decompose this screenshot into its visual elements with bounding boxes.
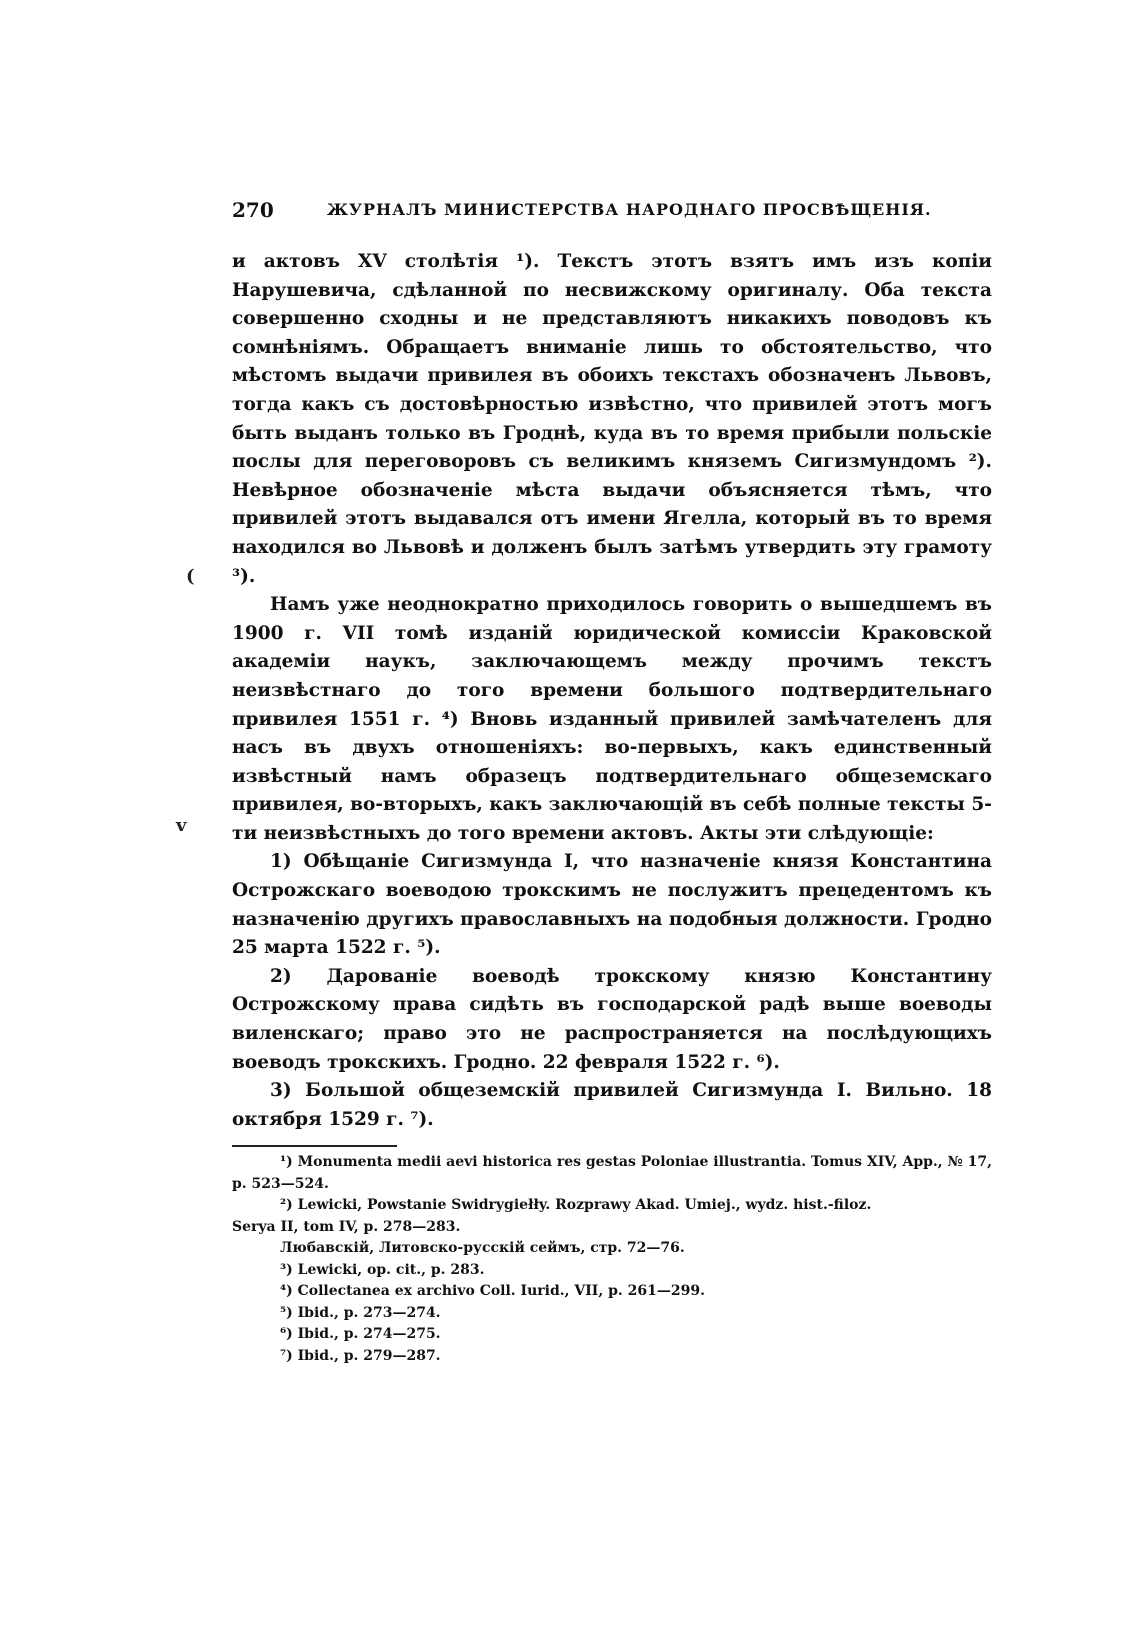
paragraph-4: 2) Дарованіе воеводѣ трокскому князю Константину Острожскому права сидѣть въ господарской радѣ выше воеводы виленскаго; право это не распространяется на послѣдующихъ воеводъ трокскихъ. Гродно. 22 февраля 1522 г. ⁶). [232, 965, 992, 1073]
footnote-3: ³) Lewicki, op. cit., p. 283. [280, 1261, 485, 1278]
margin-mark: ( [186, 566, 195, 587]
paragraph-3: 1) Обѣщаніе Сигизмунда I, что назначеніе князя Константина Острожскаго воеводою трокскимъ не послужитъ прецедентомъ къ назначенію другихъ православныхъ на подобныя должности. Гродно 25 марта 1522 г. ⁵). [232, 851, 992, 959]
paragraph-2: Намъ уже неоднократно приходилось говорить о вышедшемъ въ 1900 г. VII томѣ изданій юридической комиссіи Краковской академіи наукъ, заключающемъ между прочимъ текстъ неизвѣстнаго до того времени большого подтвердительнаго привилея 1551 г. ⁴) Вновь изданный привилей замѣчателенъ для насъ въ двухъ отношеніяхъ: во-первыхъ, какъ единственный извѣстный намъ образецъ подтвердительнаго общеземскаго привилея, во-вторыхъ, какъ заключающій въ себѣ полные тексты 5-ти неизвѣстныхъ до того времени актовъ. Акты эти слѣдующіе: [232, 594, 992, 844]
paragraph-1: и актовъ XV столѣтія ¹). Текстъ этотъ взятъ имъ изъ копіи Нарушевича, сдѣланной по несвижскому оригиналу. Оба текста совершенно сходны и не представляютъ никакихъ поводовъ къ сомнѣніямъ. Обращаетъ вниманіе лишь то обстоятельство, что мѣстомъ выдачи привилея въ обоихъ текстахъ обозначенъ Львовъ, тогда какъ съ достовѣрностью извѣстно, что привилей этотъ могъ быть выданъ только въ Гроднѣ, куда въ то время прибыли польскіе послы для переговоровъ съ великимъ княземъ Сигизмундомъ ²). Невѣрное обозначеніе мѣста выдачи объясняется тѣмъ, что привилей этотъ выдавался отъ имени Ягелла, который въ то время находился во Львовѣ и долженъ былъ затѣмъ утвердить эту грамоту ³). [232, 251, 992, 587]
footnote-4: ⁴) Collectanea ex archivo Coll. Iurid., VII, p. 261—299. [280, 1283, 705, 1299]
page-number: 270 [232, 198, 274, 222]
page-header [232, 198, 992, 228]
body-text [232, 248, 992, 1134]
footnote-6: ⁶) Ibid., p. 274—275. [280, 1326, 441, 1342]
footnote-2-cont: Serya II, tom IV, p. 278—283. [232, 1218, 461, 1235]
footnote-2-extra: Любавскій, Литовско-русскій сеймъ, стр. 72—76. [280, 1240, 685, 1256]
footnote-divider [232, 1145, 397, 1147]
footnote-1: ¹) Monumenta medii aevi historica res gestas Poloniae illustrantia. Tomus XIV, App., № 17, p. 523—524. [232, 1154, 992, 1192]
footnote-7: ⁷) Ibid., p. 279—287. [280, 1347, 441, 1364]
footnote-2: ²) Lewicki, Powstanie Swidrygiełły. Rozprawy Akad. Umiej., wydz. hist.-filoz. [280, 1197, 872, 1213]
running-title: ЖУРНАЛЪ МИНИСТЕРСТВА НАРОДНАГО ПРОСВѢЩЕНІЯ. [327, 200, 932, 219]
footnotes [232, 1152, 992, 1367]
footnote-5: ⁵) Ibid., p. 273—274. [280, 1304, 441, 1321]
paragraph-5: 3) Большой общеземскій привилей Сигизмунда I. Вильно. 18 октября 1529 г. ⁷). [232, 1080, 992, 1130]
margin-mark: v [176, 815, 187, 836]
